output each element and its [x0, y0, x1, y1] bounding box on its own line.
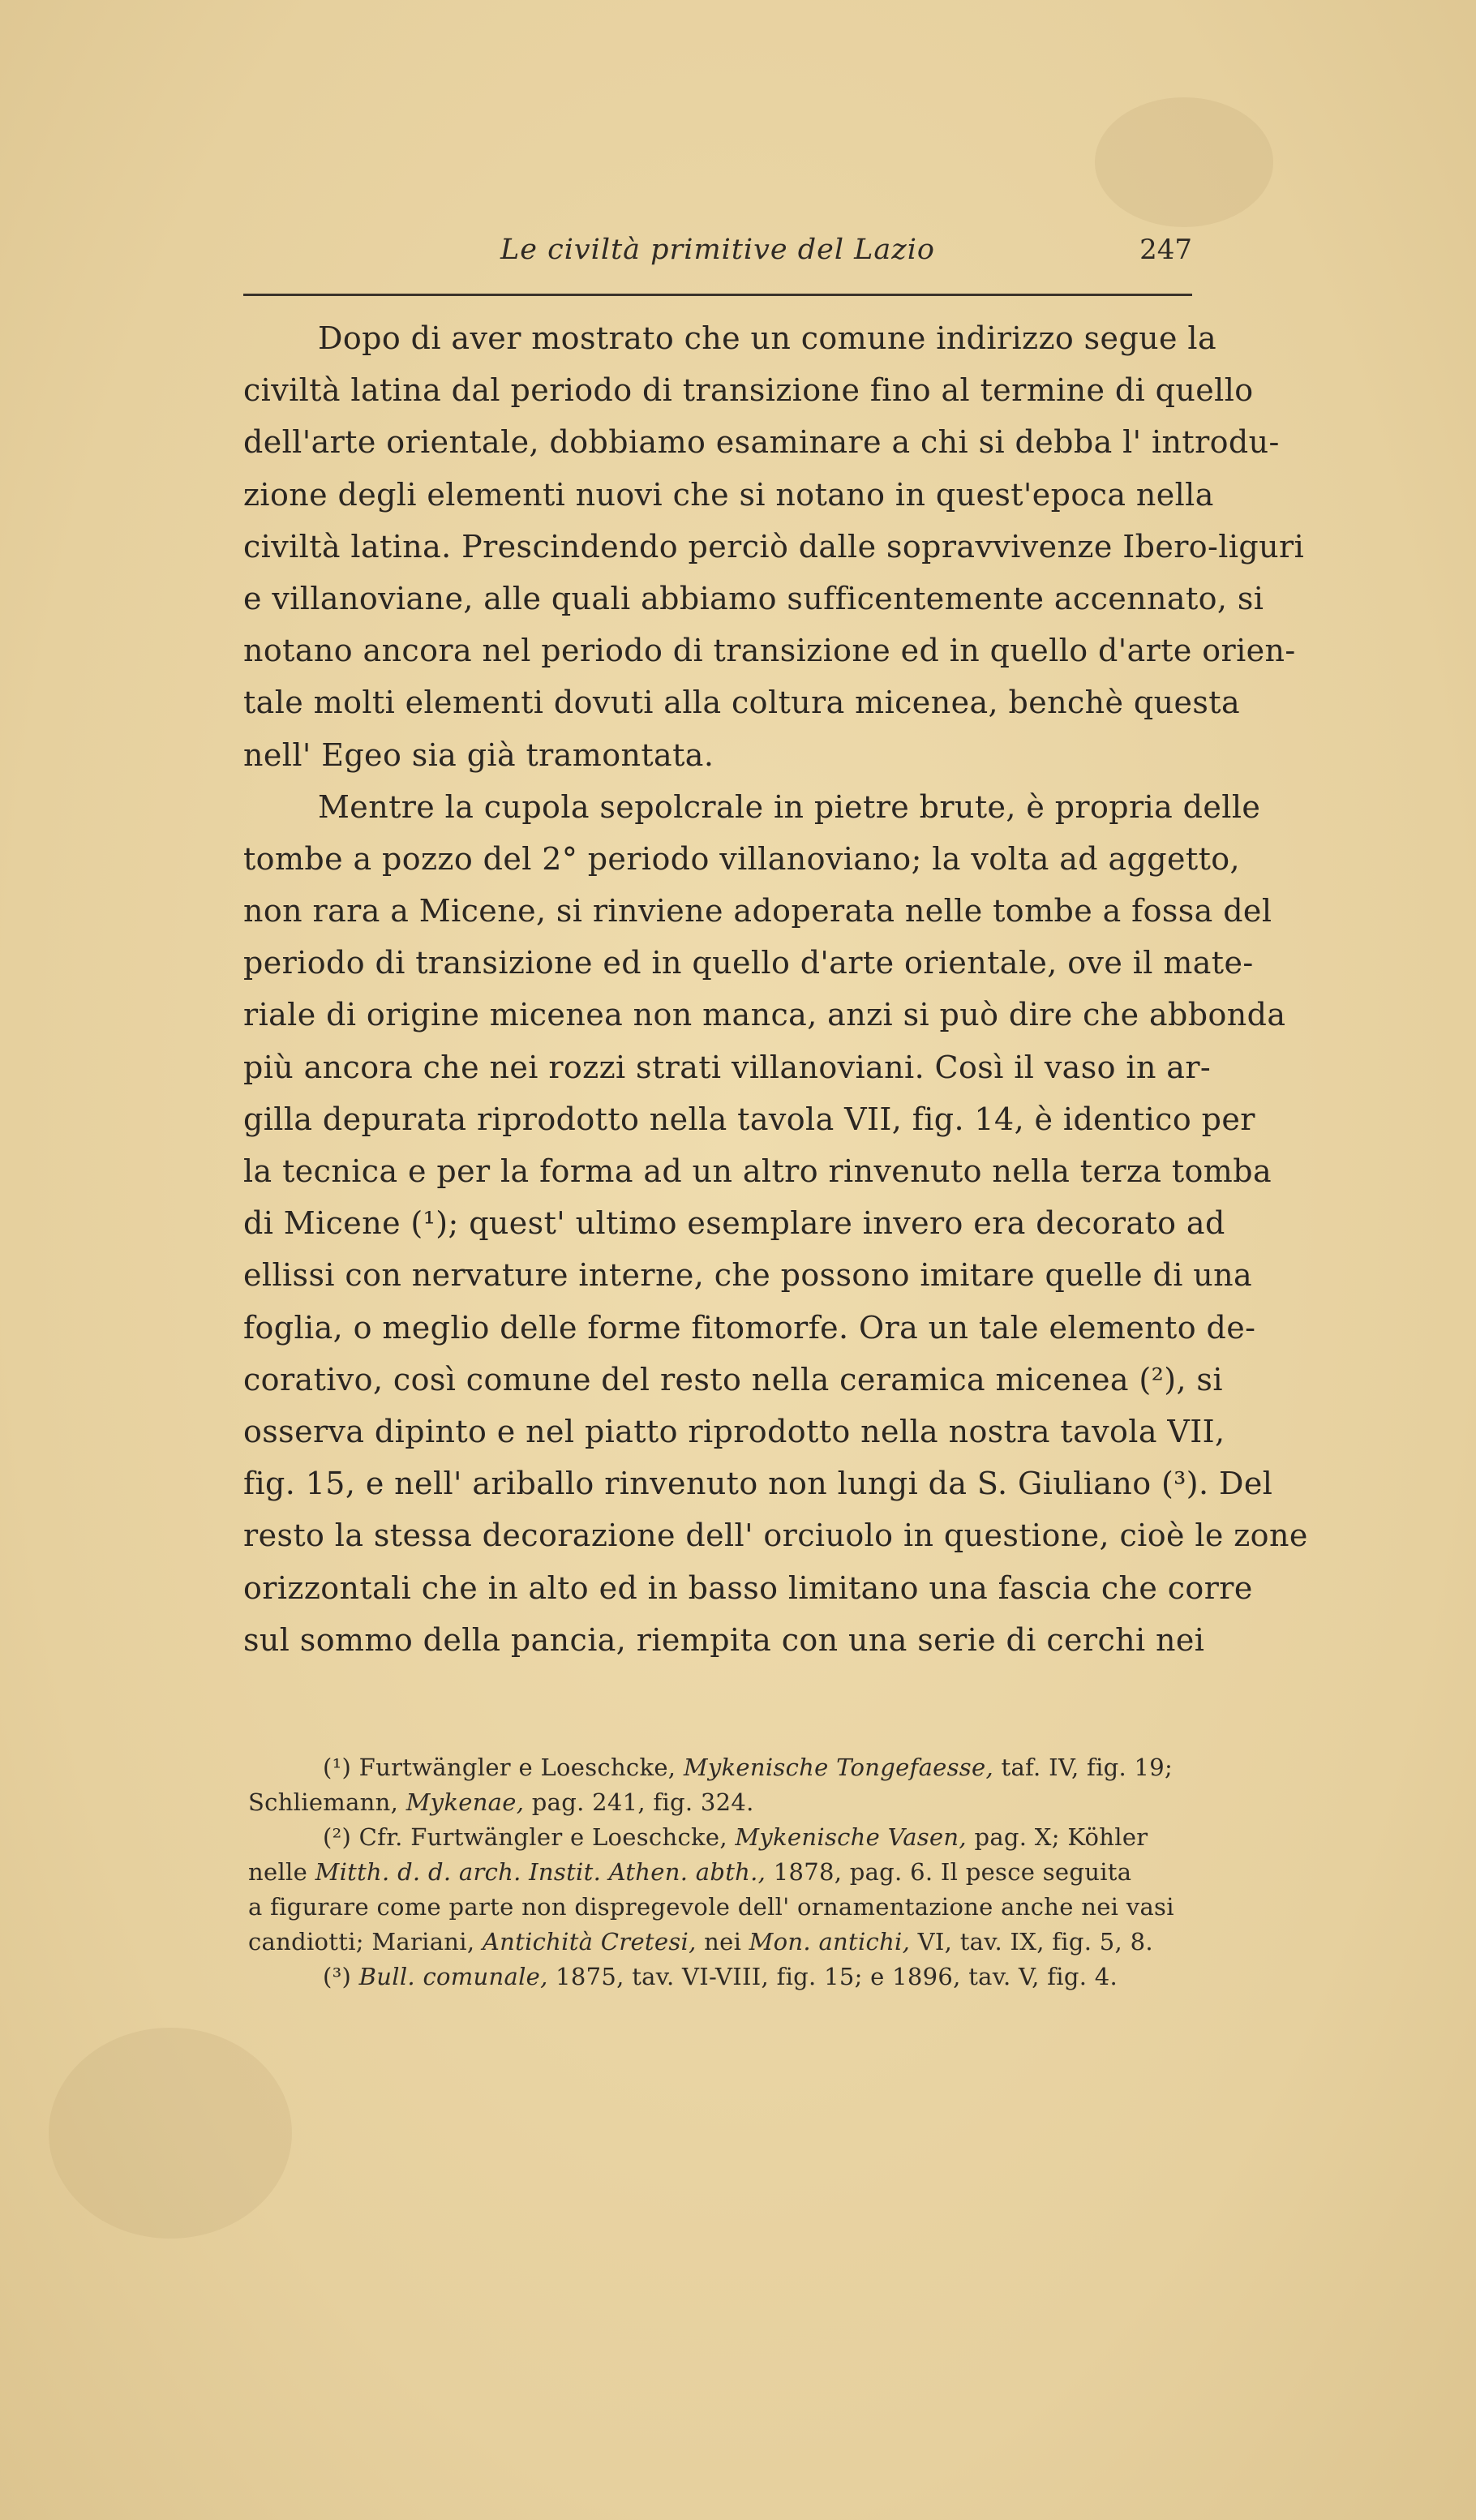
text-line: nell' Egeo sia già tramontata.	[243, 736, 714, 773]
footnote-1-cont	[248, 1785, 1213, 1820]
text-line: sul sommo della pancia, riempita con una serie di cerchi nei	[243, 1621, 1205, 1658]
footnote-title: Bull. comunale,	[358, 1963, 548, 1990]
text-line: fig. 15, e nell' ariballo rinvenuto non lungi da S. Giuliano (³). Del	[243, 1466, 1273, 1502]
text-line: resto la stessa decorazione dell' orciuolo in questione, cioè le zone	[243, 1518, 1308, 1554]
text-line: osserva dipinto e nel piatto riprodotto nella nostra tavola VII,	[243, 1413, 1225, 1449]
footnote-2-cont	[248, 1855, 1213, 1890]
text-line: zione degli elementi nuovi che si notano in quest'epoca nella	[243, 476, 1214, 513]
footnote-2-cont: a figurare come parte non dispregevole dell' ornamentazione anche nei vasi	[248, 1893, 1174, 1921]
footnote-text: 1875, tav. VI-VIII, fig. 15; e 1896, tav. V, fig. 4.	[547, 1963, 1118, 1990]
footnote-title: Mon. antichi,	[749, 1928, 911, 1955]
text-line: la tecnica e per la forma ad un altro rinvenuto nella terza tomba	[243, 1153, 1272, 1189]
footnote-text: nelle	[248, 1858, 315, 1886]
footnote-title: Mitth. d. d. arch. Instit. Athen. abth.,	[315, 1858, 766, 1886]
text-line: riale di origine micenea non manca, anzi si può dire che abbonda	[243, 997, 1286, 1033]
text-line: dell'arte orientale, dobbiamo esaminare a chi si debba l' introdu-	[243, 424, 1280, 461]
footnote-text: VI, tav. IX, fig. 5, 8.	[910, 1928, 1153, 1955]
text-line: periodo di transizione ed in quello d'arte orientale, ove il mate-	[243, 945, 1254, 981]
text-line: orizzontali che in alto ed in basso limitano una fascia che corre	[243, 1569, 1253, 1606]
footnote-3	[248, 1960, 1213, 1994]
running-title: Le civiltà primitive del Lazio	[500, 234, 935, 266]
footnote-text: Schliemann,	[248, 1788, 406, 1816]
footnote-1	[248, 1750, 1213, 1785]
footnote-text: candiotti; Mariani,	[248, 1928, 483, 1955]
paper-stain	[49, 2028, 292, 2239]
footnote-text: (²) Cfr. Furtwängler e Loeschcke,	[323, 1823, 736, 1851]
footnote-text: taf. IV, fig. 19;	[993, 1754, 1174, 1781]
text-line: civiltà latina. Prescindendo perciò dalle sopravvivenze Ibero-liguri	[243, 528, 1305, 565]
footnote-title: Antichità Cretesi,	[482, 1928, 697, 1955]
text-line: notano ancora nel periodo di transizione ed in quello d'arte orien-	[243, 633, 1296, 669]
footnote-text: nei	[696, 1928, 749, 1955]
text-line: Mentre la cupola sepolcrale in pietre brute, è propria delle	[318, 788, 1261, 825]
footnote-text: pag. X; Köhler	[966, 1823, 1148, 1851]
footnote-title: Mykenische Tongefaesse,	[683, 1754, 993, 1781]
footnote-text: pag. 241, fig. 324.	[524, 1788, 754, 1816]
header-rule	[243, 294, 1192, 296]
page-header	[243, 234, 1192, 282]
footnote-text: 1878, pag. 6. Il pesce seguita	[766, 1858, 1132, 1886]
text-line: tombe a pozzo del 2° periodo villanoviano; la volta ad aggetto,	[243, 840, 1240, 877]
text-line: non rara a Micene, si rinviene adoperata nelle tombe a fossa del	[243, 893, 1272, 929]
text-line: foglia, o meglio delle forme fitomorfe. Ora un tale elemento de-	[243, 1309, 1256, 1346]
footnote-title: Mykenae,	[405, 1788, 525, 1816]
page-number: 247	[1139, 234, 1192, 266]
text-line: civiltà latina dal periodo di transizione fino al termine di quello	[243, 372, 1254, 409]
footnote-title: Mykenische Vasen,	[735, 1823, 967, 1851]
footnote-2	[248, 1820, 1213, 1855]
text-line: ellissi con nervature interne, che possono imitare quelle di una	[243, 1257, 1253, 1294]
footnotes	[248, 1750, 1213, 1994]
text-line: corativo, così comune del resto nella ceramica micenea (²), si	[243, 1361, 1223, 1397]
text-line: Dopo di aver mostrato che un comune indirizzo segue la	[318, 320, 1217, 356]
paper-stain	[1095, 97, 1273, 227]
text-line: gilla depurata riprodotto nella tavola VII, fig. 14, è identico per	[243, 1101, 1255, 1137]
footnote-text: (³)	[323, 1963, 359, 1990]
footnote-2-cont	[248, 1925, 1213, 1960]
footnote-text: (¹) Furtwängler e Loeschcke,	[323, 1754, 684, 1781]
text-line: più ancora che nei rozzi strati villanoviani. Così il vaso in ar-	[243, 1049, 1212, 1085]
body-text	[243, 312, 1308, 1666]
text-line: di Micene (¹); quest' ultimo esemplare invero era decorato ad	[243, 1205, 1225, 1242]
text-line: e villanoviane, alle quali abbiamo sufficentemente accennato, si	[243, 580, 1264, 616]
text-line: tale molti elementi dovuti alla coltura micenea, benchè questa	[243, 685, 1240, 721]
